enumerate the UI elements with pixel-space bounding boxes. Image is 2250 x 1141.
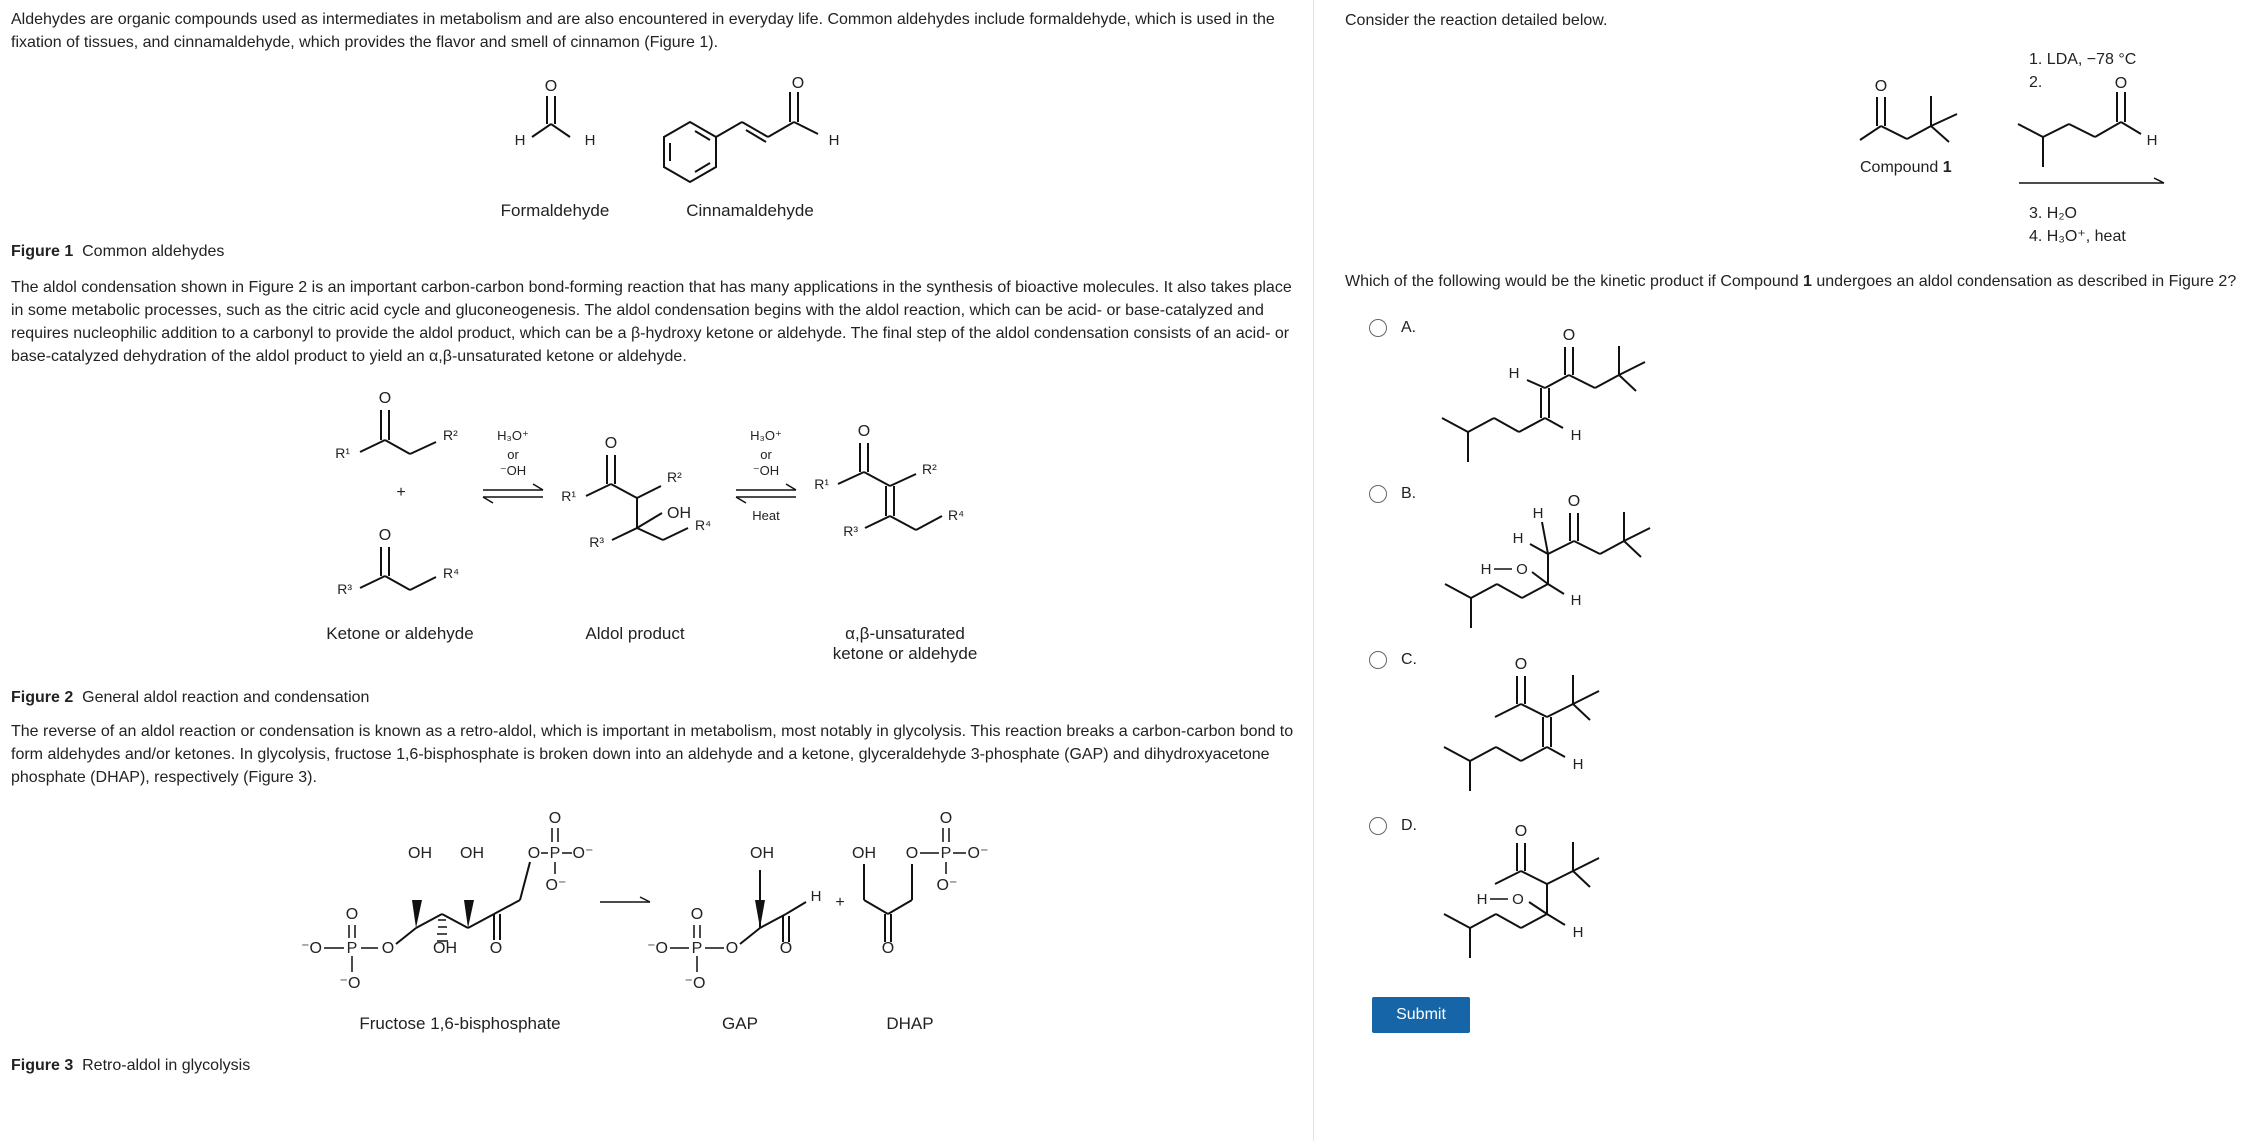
figure-1-caption-num: Figure 1 bbox=[11, 243, 74, 260]
svg-text:H: H bbox=[1570, 427, 1582, 444]
svg-text:H: H bbox=[1512, 530, 1524, 547]
svg-text:O: O bbox=[881, 940, 895, 957]
svg-text:H: H bbox=[1572, 924, 1584, 941]
svg-text:O: O bbox=[905, 845, 919, 862]
svg-text:O: O bbox=[1516, 561, 1528, 578]
svg-text:O: O bbox=[939, 810, 953, 827]
option-b-label: B. bbox=[1401, 485, 1417, 502]
figure-2-caption-num: Figure 2 bbox=[11, 689, 74, 706]
svg-text:Heat: Heat bbox=[752, 508, 780, 523]
svg-text:R¹: R¹ bbox=[814, 476, 829, 492]
reagent-step-3: 3. H₂O bbox=[2029, 205, 2077, 222]
svg-text:R²: R² bbox=[667, 469, 682, 485]
cinnamaldehyde-label: Cinnamaldehyde bbox=[686, 201, 814, 220]
submit-button[interactable]: Submit bbox=[1372, 997, 1470, 1033]
dhap-label: DHAP bbox=[886, 1014, 934, 1033]
formaldehyde-label: Formaldehyde bbox=[500, 201, 610, 220]
svg-text:R²: R² bbox=[922, 461, 937, 477]
svg-text:O⁻: O⁻ bbox=[967, 845, 989, 862]
unsaturated-label-line2: ketone or aldehyde bbox=[832, 644, 978, 663]
svg-text:H: H bbox=[1572, 756, 1584, 773]
svg-text:H: H bbox=[1476, 891, 1488, 908]
svg-text:O: O bbox=[604, 435, 618, 452]
svg-text:R²: R² bbox=[443, 427, 458, 443]
svg-text:⁻OH: ⁻OH bbox=[752, 463, 780, 478]
plus-sign: + bbox=[396, 484, 406, 501]
svg-text:H: H bbox=[1532, 505, 1544, 522]
svg-text:R¹: R¹ bbox=[561, 488, 576, 504]
svg-text:O: O bbox=[544, 78, 558, 95]
question-prompt-bold: 1 bbox=[1803, 273, 1812, 290]
reactant-2-structure bbox=[337, 527, 459, 597]
compound-label-number: 1 bbox=[1942, 159, 1952, 176]
svg-text:O: O bbox=[791, 75, 805, 92]
svg-text:O: O bbox=[548, 810, 562, 827]
svg-text:O: O bbox=[345, 906, 359, 923]
question-panel bbox=[1314, 0, 2250, 1141]
svg-text:O: O bbox=[1562, 327, 1576, 344]
svg-text:O: O bbox=[690, 906, 704, 923]
compound-label-text: Compound bbox=[1860, 159, 1939, 176]
reaction-arrow bbox=[600, 897, 650, 902]
compound-1-structure bbox=[1860, 78, 1957, 142]
svg-text:O: O bbox=[779, 940, 793, 957]
aldol-product-structure bbox=[561, 435, 711, 550]
svg-text:O⁻: O⁻ bbox=[936, 877, 958, 894]
reagent-step-2: 2. bbox=[2029, 74, 2043, 91]
compound-1-label bbox=[1860, 158, 1952, 178]
option-c-radio[interactable] bbox=[1369, 651, 1387, 669]
svg-text:H: H bbox=[514, 132, 526, 149]
svg-text:P: P bbox=[346, 940, 358, 957]
svg-text:OH: OH bbox=[750, 845, 774, 862]
question-prompt bbox=[1345, 272, 2236, 292]
svg-text:H₃O⁺: H₃O⁺ bbox=[497, 428, 529, 443]
svg-text:H: H bbox=[1480, 561, 1492, 578]
svg-text:or: or bbox=[760, 447, 772, 462]
svg-text:O: O bbox=[1874, 78, 1888, 95]
option-a-label: A. bbox=[1401, 319, 1417, 336]
gap-structure bbox=[647, 845, 845, 992]
svg-text:P: P bbox=[549, 845, 561, 862]
svg-text:R⁴: R⁴ bbox=[948, 507, 965, 523]
svg-text:O: O bbox=[378, 527, 392, 544]
svg-text:or: or bbox=[507, 447, 519, 462]
option-c-label: C. bbox=[1401, 651, 1417, 668]
svg-text:O: O bbox=[381, 940, 395, 957]
figure-3-caption-num: Figure 3 bbox=[11, 1057, 74, 1074]
reactant-1-structure bbox=[335, 390, 458, 461]
svg-text:H: H bbox=[1508, 365, 1520, 382]
svg-text:⁻OH: ⁻OH bbox=[499, 463, 527, 478]
figure-3-caption bbox=[11, 1056, 250, 1076]
svg-text:O: O bbox=[857, 423, 871, 440]
question-prompt-pre: Which of the following would be the kinetic product if Compound bbox=[1345, 273, 1804, 290]
figure-1-caption-text: Common aldehydes bbox=[82, 243, 225, 260]
reagent-step-4: 4. H₃O⁺, heat bbox=[2029, 228, 2126, 245]
gap-label: GAP bbox=[722, 1014, 758, 1033]
svg-text:H₃O⁺: H₃O⁺ bbox=[750, 428, 782, 443]
option-d-label: D. bbox=[1401, 817, 1417, 834]
svg-text:O⁻: O⁻ bbox=[545, 877, 567, 894]
retro-aldol-paragraph: The reverse of an aldol reaction or condensation is known as a retro-aldol, which is important in metabolism, most notably in glycolysis. This reaction breaks a carbon-carbon bond to form aldehydes and/or ketones. In glycolysis, fructose 1,6-bisphosphate is broken down into an aldehyde and a ketone, glyceraldehyde 3-phosphate (GAP) and dihydroxyacetone phosphate (DHAP), respectively (Figure 3). bbox=[11, 723, 1294, 786]
svg-text:R³: R³ bbox=[337, 581, 352, 597]
svg-text:⁻O: ⁻O bbox=[684, 975, 706, 992]
unsaturated-product-structure bbox=[814, 423, 964, 539]
reagent-step-1: 1. LDA, −78 °C bbox=[2029, 51, 2137, 68]
question-stem: Consider the reaction detailed below. bbox=[1345, 12, 1608, 29]
svg-text:H: H bbox=[584, 132, 596, 149]
svg-text:O: O bbox=[1514, 656, 1528, 673]
intro-paragraph: Aldehydes are organic compounds used as intermediates in metabolism and are also encountered in everyday life. Common aldehydes include formaldehyde, which is used in the fixation of tissues, and cinnamaldehyde, which provides the flavor and smell of cinnamon (Figure 1). bbox=[11, 11, 1275, 51]
equilibrium-arrow-2 bbox=[736, 428, 796, 523]
svg-text:O: O bbox=[1514, 823, 1528, 840]
svg-text:H: H bbox=[2146, 132, 2158, 149]
svg-text:H: H bbox=[1570, 592, 1582, 609]
equilibrium-arrow-1 bbox=[483, 428, 543, 503]
option-c[interactable] bbox=[1369, 651, 1769, 675]
option-b-radio[interactable] bbox=[1369, 485, 1387, 503]
svg-text:OH: OH bbox=[667, 505, 691, 522]
aldol-product-label: Aldol product bbox=[585, 624, 685, 643]
svg-text:⁻O: ⁻O bbox=[647, 940, 668, 957]
svg-text:P: P bbox=[691, 940, 703, 957]
svg-text:R⁴: R⁴ bbox=[443, 565, 460, 581]
svg-text:H: H bbox=[828, 132, 840, 149]
unsaturated-label-line1: α,β-unsaturated bbox=[845, 624, 965, 643]
svg-text:O: O bbox=[2114, 75, 2128, 92]
svg-text:OH: OH bbox=[433, 940, 457, 957]
formaldehyde-structure bbox=[515, 78, 596, 149]
dhap-structure bbox=[852, 810, 988, 957]
svg-text:R⁴: R⁴ bbox=[695, 517, 712, 533]
svg-text:H: H bbox=[810, 888, 822, 905]
svg-text:+: + bbox=[835, 894, 845, 911]
svg-text:P: P bbox=[940, 845, 952, 862]
figure-2-caption-text: General aldol reaction and condensation bbox=[82, 689, 370, 706]
svg-text:⁻O: ⁻O bbox=[301, 940, 322, 957]
figure-1-caption bbox=[11, 242, 224, 262]
svg-text:⁻O: ⁻O bbox=[339, 975, 361, 992]
cinnamaldehyde-structure bbox=[664, 75, 839, 182]
svg-text:O⁻: O⁻ bbox=[572, 845, 594, 862]
fbp-label: Fructose 1,6-bisphosphate bbox=[359, 1014, 561, 1033]
figure-2-caption bbox=[11, 688, 369, 708]
svg-text:OH: OH bbox=[460, 845, 484, 862]
option-d[interactable] bbox=[1369, 817, 1769, 841]
svg-text:OH: OH bbox=[852, 845, 876, 862]
aldol-paragraph: The aldol condensation shown in Figure 2 is an important carbon-carbon bond-forming reaction that has many applications in the synthesis of bioactive molecules. It also takes place in some metabolic processes, such as the citric acid cycle and gluconeogenesis. The aldol condensation begins with the aldol reaction, which can be acid- or base-catalyzed and requires nucleophilic addition to a carbonyl to provide the aldol product, which can be a β-hydroxy ketone or aldehyde. The final step of the aldol condensation consists of an acid- or base-catalyzed dehydration of the aldol product to yield an α,β-unsaturated ketone or aldehyde. bbox=[11, 279, 1292, 365]
reaction-arrow bbox=[2019, 178, 2164, 183]
svg-text:O: O bbox=[1512, 891, 1524, 908]
fbp-structure bbox=[301, 810, 593, 992]
svg-text:O: O bbox=[489, 940, 503, 957]
svg-text:O: O bbox=[527, 845, 541, 862]
svg-text:O: O bbox=[725, 940, 739, 957]
question-prompt-post: undergoes an aldol condensation as described in Figure 2? bbox=[1811, 273, 2237, 290]
svg-text:O: O bbox=[378, 390, 392, 407]
svg-text:O: O bbox=[1567, 493, 1581, 510]
figure-3-caption-text: Retro-aldol in glycolysis bbox=[82, 1057, 251, 1074]
svg-text:OH: OH bbox=[408, 845, 432, 862]
option-a-radio[interactable] bbox=[1369, 319, 1387, 337]
option-d-radio[interactable] bbox=[1369, 817, 1387, 835]
reactants-label: Ketone or aldehyde bbox=[326, 624, 474, 643]
svg-text:R³: R³ bbox=[589, 534, 604, 550]
svg-text:R¹: R¹ bbox=[335, 445, 350, 461]
svg-text:R³: R³ bbox=[843, 523, 858, 539]
